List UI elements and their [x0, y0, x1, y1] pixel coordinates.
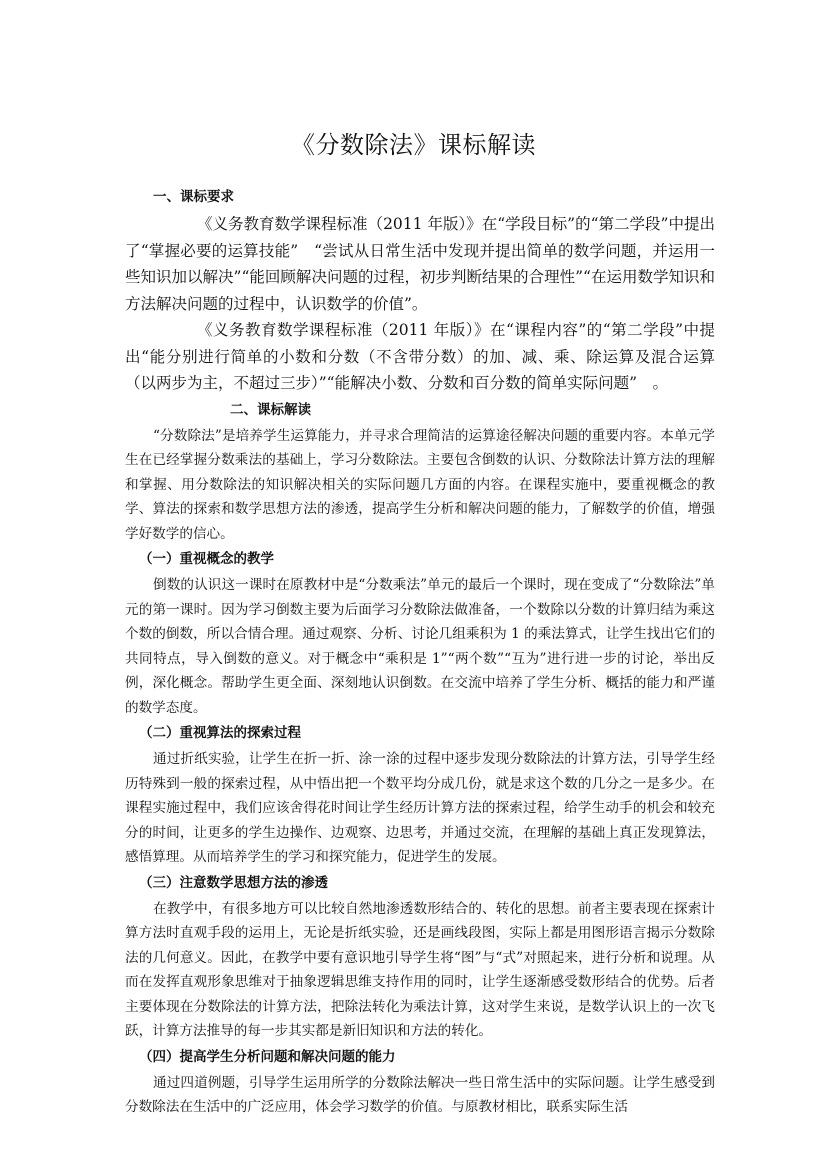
paragraph-math-thinking: 在教学中，有很多地方可以比较自然地渗透数形结合的、转化的思想。前者主要表现在探索计算方法时直观手段的运用上，无论是折纸实验，还是画线段图，实际上都是用图形语言揭示分数除法的几何意义。因此，在教学中要有意识地引导学生将“图”与“式”对照起来，进行分析和说理。从而在发挥直观形象思维对于抽象逻辑思维支持作用的同时，让学生逐渐感受数形结合的优势。后者主要体现在分数除法的计算方法，把除法转化为乘法计算，这对学生来说，是数学认识上的一次飞跃，计算方法推导的每一步其实都是新旧知识和方法的转化。	[125, 900, 715, 1039]
section-heading-interpretation: 二、课标解读	[230, 401, 311, 418]
paragraph-requirements-2: 《义务教育数学课程标准（2011 年版）》在“课程内容”的“第二学段”中提出“能分别进行简单的小数和分数（不含带分数）的加、减、乘、除运算及混合运算（以两步为主，不超过三步）”“能解决小数、分数和百分数的简单实际问题” 。	[125, 321, 715, 392]
paragraph-algorithms: 通过折纸实验，让学生在折一折、涂一涂的过程中逐步发现分数除法的计算方法，引导学生经历特殊到一般的探索过程，从中悟出把一个数平均分成几份，就是求这个数的几分之一是多少。在课程实施过程中，我们应该舍得花时间让学生经历计算方法的探索过程，给学生动手的机会和较充分的时间，让更多的学生边操作、边观察、边思考，并通过交流，在理解的基础上真正发现算法，感悟算理。从而培养学生的学习和探究能力，促进学生的发展。	[125, 751, 715, 865]
paragraph-problem-solving: 通过四道例题，引导学生运用所学的分数除法解决一些日常生活中的实际问题。让学生感受到分数除法在生活中的广泛应用，体会学习数学的价值。与原教材相比，联系实际生活	[125, 1074, 715, 1115]
section-heading-requirements: 一、课标要求	[153, 189, 234, 205]
paragraph-interpretation: “分数除法”是培养学生运算能力，并寻求合理简洁的运算途径解决问题的重要内容。本单元学生在已经掌握分数乘法的基础上，学习分数除法。主要包含倒数的认识、分数除法计算方法的理解和掌握、用分数除法的知识解决相关的实际问题几方面的内容。在课程实施中，要重视概念的教学、算法的探索和数学思想方法的渗透，提高学生分析和解决问题的能力，了解数学的价值，增强学好数学的信心。	[125, 427, 715, 542]
document-body	[125, 184, 715, 1120]
paragraph-requirements-1: 《义务教育数学课程标准（2011 年版）》在“学段目标”的“第二学段”中提出了“掌握必要的运算技能” “尝试从日常生活中发现并提出简单的数学问题，并运用一些知识加以解决”“能回顾解决问题的过程，初步判断结果的合理性”“在运用数学知识和方法解决问题的过程中，认识数学的价值”。	[125, 215, 715, 313]
subsection-heading-problem-solving: （四）提高学生分析问题和解决问题的能力	[139, 1048, 396, 1065]
subsection-heading-concepts: （一）重视概念的教学	[139, 551, 274, 567]
subsection-heading-math-thinking: （三）注意数学思想方法的渗透	[139, 874, 328, 891]
subsection-heading-algorithms: （二）重视算法的探索过程	[139, 725, 301, 741]
paragraph-concepts: 倒数的认识这一课时在原教材中是“分数乘法”单元的最后一个课时，现在变成了“分数除法”单元的第一课时。因为学习倒数主要为后面学习分数除法做准备，一个数除以分数的计算归结为乘这个数的倒数，所以合情合理。通过观察、分析、讨论几组乘积为 1 的乘法算式，让学生找出它们的共同特点，导入倒数的意义。对于概念中“乘积是 1”“两个数”“互为”进行进一步的讨论，举出反例，深化概念。帮助学生更全面、深刻地认识倒数。在交流中培养了学生分析、概括的能力和严谨的数学态度。	[125, 577, 715, 716]
page-title: 《分数除法》课标解读	[291, 131, 536, 159]
